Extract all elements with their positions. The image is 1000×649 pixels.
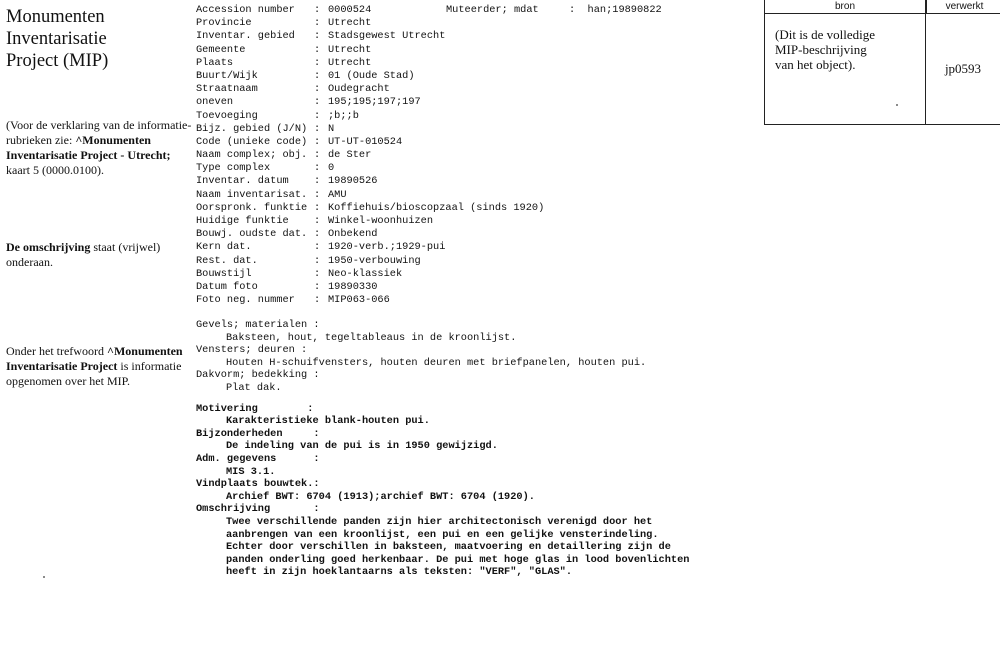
field-row — [196, 17, 544, 30]
verwerkt-code: jp0593 — [944, 61, 982, 76]
field-label: Bijz. gebied (J/N) — [196, 122, 308, 135]
description-text: heeft in zijn hoeklantaarns als teksten: "VERF", "GLAS". — [226, 566, 573, 579]
field-row — [196, 83, 544, 96]
field-separator: : — [314, 149, 321, 162]
field-separator: : — [314, 188, 321, 201]
field-value: 19890330 — [328, 280, 378, 293]
description-heading: Motivering : — [196, 402, 314, 415]
field-value: Onbekend — [328, 228, 378, 241]
field-separator: : — [314, 241, 321, 254]
field-value: 0000524 — [328, 4, 372, 16]
field-row — [196, 202, 544, 215]
field-value: Utrecht — [328, 43, 372, 56]
mutation-label: Muteerder; mdat — [446, 4, 539, 16]
record-fields — [196, 4, 544, 307]
field-row — [196, 149, 544, 162]
keyword-note-post: is informatie opgenomen over het MIP. — [6, 359, 182, 388]
field-value: Oudegracht — [328, 83, 390, 96]
source-table — [764, 0, 1000, 125]
field-row — [196, 110, 544, 123]
description-text: Archief BWT: 6704 (1913);archief BWT: 6704 (1920). — [226, 490, 535, 503]
keyword-note-bold: ^Monumenten Inventarisatie Project — [6, 344, 183, 373]
sidebar — [6, 6, 196, 72]
field-row — [196, 70, 544, 83]
field-separator: : — [314, 228, 321, 241]
field-label: Naam inventarisat. — [196, 188, 308, 201]
description-text: Plat dak. — [226, 381, 282, 394]
field-separator: : — [314, 294, 321, 307]
field-label: Type complex — [196, 162, 271, 175]
description-text: MIS 3.1. — [226, 465, 276, 478]
description-text: Houten H-schuifvensters, houten deuren met briefpanelen, houten pui. — [226, 356, 647, 369]
field-value: ;b;;b — [328, 109, 359, 122]
legend-note-post: kaart 5 (0000.0100). — [6, 163, 104, 177]
field-label: Provincie — [196, 17, 252, 30]
record-descriptions — [196, 319, 689, 579]
field-label: oneven — [196, 96, 234, 109]
field-value: N — [328, 122, 335, 135]
field-row — [196, 162, 544, 175]
field-separator: : — [314, 201, 321, 214]
description-text: aanbrengen van een kroonlijst, een pui en een gelijke vensterindeling. — [226, 528, 659, 541]
field-row — [196, 228, 544, 241]
field-label: Datum foto — [196, 280, 258, 293]
field-separator: : — [314, 267, 321, 280]
field-separator: : — [314, 56, 321, 69]
bron-text: (Dit is de volledige MIP-beschrijving van het object). — [775, 27, 876, 72]
field-value: Koffiehuis/bioscopzaal (sinds 1920) — [328, 201, 545, 214]
field-separator: : — [314, 30, 321, 43]
field-label: Buurt/Wijk — [196, 69, 258, 82]
scan-speck — [43, 576, 45, 578]
field-separator: : — [314, 280, 321, 293]
field-row — [196, 57, 544, 70]
description-text: De indeling van de pui is in 1950 gewijzigd. — [226, 440, 498, 453]
field-value: Neo-klassiek — [328, 267, 403, 280]
field-row — [196, 281, 544, 294]
header-verwerkt: verwerkt — [926, 0, 1000, 14]
keyword-note-pre: Onder het trefwoord — [6, 344, 107, 358]
column-divider — [925, 0, 926, 124]
field-separator: : — [314, 254, 321, 267]
field-label: Straatnaam — [196, 83, 258, 96]
field-value: 1950-verbouwing — [328, 254, 421, 267]
field-label: Inventar. datum — [196, 175, 289, 188]
keyword-note — [6, 344, 196, 389]
field-label: Naam complex; obj. — [196, 149, 308, 162]
field-label: Inventar. gebied — [196, 30, 295, 43]
field-separator: : — [314, 215, 321, 227]
field-separator: : — [314, 109, 321, 122]
field-row — [196, 268, 544, 281]
field-label: Toevoeging — [196, 109, 258, 122]
field-value: Stadsgewest Utrecht — [328, 30, 446, 43]
field-label: Bouwj. oudste dat. — [196, 228, 308, 241]
description-text: Echter door verschillen in baksteen, maatvoering en detaillering zijn de — [226, 541, 671, 554]
field-value: 01 (Oude Stad) — [328, 69, 415, 82]
field-label: Foto neg. nummer — [196, 294, 295, 307]
field-value: 195;195;197;197 — [328, 96, 421, 109]
field-label: Plaats — [196, 56, 234, 69]
scan-speck — [896, 104, 898, 106]
description-text: Baksteen, hout, tegeltableaus in de kroonlijst. — [226, 331, 517, 344]
field-value: 0 — [328, 162, 335, 175]
field-separator: : — [314, 4, 321, 16]
page-title: Monumenten Inventarisatie Project (MIP) — [6, 7, 109, 71]
mutation-value-text: han;19890822 — [587, 4, 662, 16]
description-text: Karakteristieke blank-houten pui. — [226, 415, 430, 428]
field-label: Rest. dat. — [196, 254, 258, 267]
field-label: Accession number — [196, 4, 295, 16]
description-heading: Omschrijving : — [196, 503, 320, 516]
field-separator: : — [314, 175, 321, 188]
field-row — [196, 241, 544, 254]
field-row — [196, 96, 544, 109]
field-separator: : — [314, 135, 321, 148]
description-heading: Vensters; deuren : — [196, 344, 308, 357]
field-value: Utrecht — [328, 17, 372, 30]
field-separator: : — [314, 122, 321, 135]
field-row — [196, 255, 544, 268]
field-row — [196, 4, 544, 17]
legend-note-pre: (Voor de verklaring van de informatie-rubrieken zie: — [6, 118, 192, 147]
field-row — [196, 30, 544, 43]
field-value: Winkel-woonhuizen — [328, 215, 434, 227]
field-separator: : — [314, 69, 321, 82]
field-separator: : — [314, 83, 321, 96]
field-row — [196, 215, 544, 228]
field-value: Utrecht — [328, 56, 372, 69]
field-row — [196, 189, 544, 202]
field-separator: : — [314, 162, 321, 175]
header-bron: bron — [765, 0, 925, 14]
field-label: Code (unieke code) — [196, 135, 308, 148]
description-text: panden onderling goed herkenbaar. De pui met hoge glas in lood bovenlichten — [226, 553, 690, 566]
field-value: 1920-verb.;1929-pui — [328, 241, 446, 254]
description-note-post: staat (vrijwel) onderaan. — [6, 240, 161, 269]
description-heading: Bijzonderheden : — [196, 427, 320, 440]
field-label: Kern dat. — [196, 241, 252, 254]
description-note — [6, 240, 196, 270]
spacer — [196, 395, 689, 403]
field-label: Bouwstijl — [196, 267, 252, 280]
field-label: Oorspronk. funktie — [196, 201, 308, 214]
field-value: AMU — [328, 188, 347, 201]
description-note-bold: De omschrijving — [6, 240, 91, 254]
field-value: de Ster — [328, 149, 372, 162]
description-heading: Vindplaats bouwtek.: — [196, 478, 320, 491]
description-text: Twee verschillende panden zijn hier architectonisch verenigd door het — [226, 515, 653, 528]
legend-note — [6, 118, 196, 178]
field-separator: : — [314, 96, 321, 109]
field-separator: : — [314, 43, 321, 56]
field-row — [196, 123, 544, 136]
description-heading: Gevels; materialen : — [196, 319, 320, 331]
legend-note-bold: ^Monumenten Inventarisatie Project - Utrecht; — [6, 133, 171, 162]
field-value: 19890526 — [328, 175, 378, 188]
field-row — [196, 136, 544, 149]
field-value: UT-UT-010524 — [328, 135, 403, 148]
field-label: Gemeente — [196, 43, 246, 56]
field-separator: : — [314, 17, 321, 30]
description-heading: Adm. gegevens : — [196, 452, 320, 465]
field-value: MIP063-066 — [328, 294, 390, 307]
field-row — [196, 44, 544, 57]
field-label: Huidige funktie — [196, 215, 289, 227]
field-row — [196, 294, 544, 307]
field-row — [196, 175, 544, 188]
description-heading: Dakvorm; bedekking : — [196, 369, 320, 382]
mutation-value: : han;19890822 — [569, 4, 662, 16]
